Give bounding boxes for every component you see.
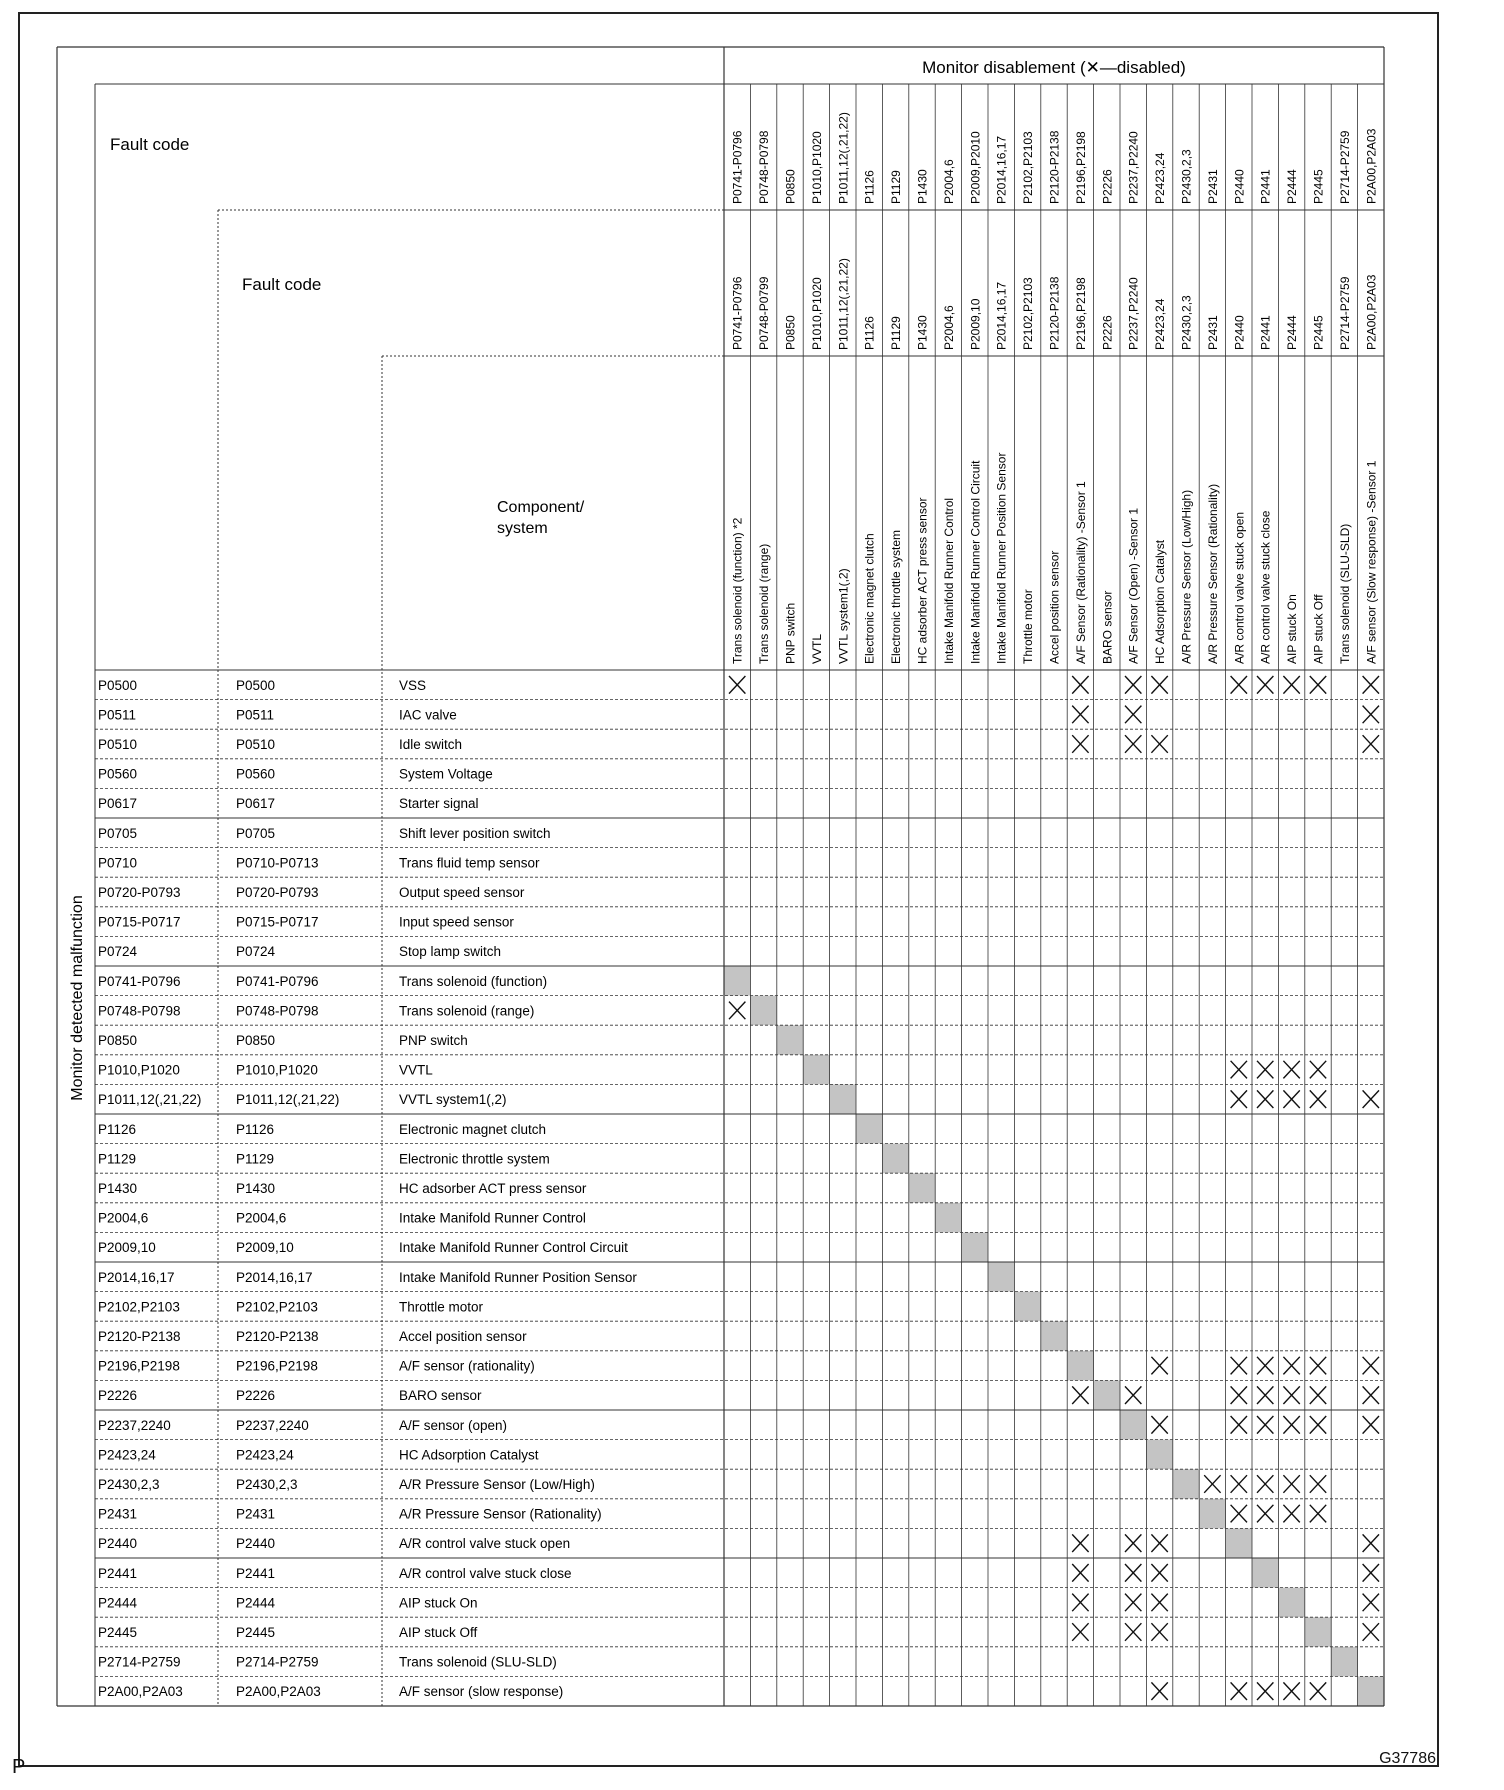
column-component-label: VVTL bbox=[809, 633, 824, 664]
shaded-cell bbox=[1094, 1380, 1120, 1410]
row-component: Intake Manifold Runner Position Sensor bbox=[399, 1269, 637, 1285]
column-code-top: P2440 bbox=[1232, 169, 1247, 204]
row-fault-code-2: P2009,10 bbox=[236, 1240, 294, 1256]
row-fault-code-1: P0511 bbox=[98, 707, 137, 723]
row-fault-code-2: P2440 bbox=[236, 1536, 276, 1552]
row-fault-code-1: P0510 bbox=[98, 737, 138, 752]
row-component: A/R control valve stuck open bbox=[399, 1536, 571, 1552]
row-component: A/R Pressure Sensor (Low/High) bbox=[399, 1477, 595, 1492]
row-fault-code-1: P1010,P1020 bbox=[98, 1062, 180, 1078]
row-fault-code-2: P2445 bbox=[236, 1625, 276, 1640]
row-fault-code-1: P0724 bbox=[98, 944, 138, 960]
row-component: PNP switch bbox=[399, 1033, 468, 1048]
column-code-top: P1129 bbox=[889, 170, 904, 204]
row-fault-code-1: P1129 bbox=[98, 1151, 137, 1167]
column-code-top: P2009,P2010 bbox=[968, 131, 983, 204]
shaded-cell bbox=[1146, 1440, 1172, 1470]
column-component-label: AIP stuck On bbox=[1285, 594, 1300, 664]
column-component-label: A/R control valve stuck open bbox=[1232, 511, 1247, 664]
row-fault-code-2: P2120-P2138 bbox=[236, 1329, 319, 1344]
shaded-cell bbox=[830, 1084, 856, 1114]
column-code-top: P2445 bbox=[1311, 169, 1326, 204]
column-code-top: P2444 bbox=[1285, 169, 1300, 204]
row-fault-code-2: P0724 bbox=[236, 944, 276, 960]
row-fault-code-2: P0748-P0798 bbox=[236, 1003, 319, 1019]
row-component: Idle switch bbox=[399, 737, 463, 752]
row-component: VSS bbox=[399, 677, 427, 693]
column-code-mid: P2445 bbox=[1311, 315, 1326, 350]
shaded-cell bbox=[1014, 1292, 1040, 1322]
column-code-top: P2196,P2198 bbox=[1073, 131, 1088, 204]
row-fault-code-1: P2440 bbox=[98, 1536, 138, 1552]
column-component-label: A/R Pressure Sensor (Low/High) bbox=[1179, 489, 1194, 664]
fault-code-header-1: Fault code bbox=[110, 135, 190, 154]
column-code-mid: P0850 bbox=[783, 315, 798, 350]
row-fault-code-2: P2423,24 bbox=[236, 1447, 294, 1463]
row-fault-code-1: P2004,6 bbox=[98, 1210, 149, 1226]
row-fault-code-2: P0705 bbox=[236, 825, 276, 841]
column-component-label: Electronic throttle system bbox=[889, 529, 904, 664]
column-code-top: P0850 bbox=[783, 169, 798, 204]
row-fault-code-1: P1011,12(,21,22) bbox=[98, 1092, 202, 1108]
side-label-monitor-detected: Monitor detected malfunction bbox=[69, 895, 86, 1101]
row-component: BARO sensor bbox=[399, 1388, 482, 1404]
row-component: Accel position sensor bbox=[399, 1329, 527, 1344]
row-fault-code-1: P0617 bbox=[98, 796, 138, 812]
row-fault-code-2: P0715-P0717 bbox=[236, 914, 319, 930]
column-code-mid: P1126 bbox=[862, 316, 877, 350]
column-code-top: P2120-P2138 bbox=[1047, 130, 1062, 204]
row-fault-code-1: P0741-P0796 bbox=[98, 973, 181, 989]
shaded-cell bbox=[882, 1144, 908, 1174]
row-component: Output speed sensor bbox=[399, 885, 525, 900]
row-component: Starter signal bbox=[399, 796, 479, 812]
row-fault-code-2: P1430 bbox=[236, 1181, 276, 1196]
column-code-top: P2237,P2240 bbox=[1126, 131, 1141, 204]
column-code-top: P0748-P0798 bbox=[757, 130, 772, 204]
row-fault-code-1: P1430 bbox=[98, 1181, 138, 1196]
row-fault-code-1: P2441 bbox=[98, 1565, 138, 1581]
row-fault-code-1: P2196,P2198 bbox=[98, 1358, 180, 1374]
row-fault-code-2: P1010,P1020 bbox=[236, 1062, 318, 1078]
shaded-cell bbox=[1278, 1588, 1304, 1618]
column-component-label: BARO sensor bbox=[1100, 590, 1115, 664]
column-code-mid: P1129 bbox=[889, 316, 904, 350]
row-component: Trans solenoid (function) bbox=[399, 973, 548, 989]
row-fault-code-2: P2444 bbox=[236, 1595, 276, 1611]
row-component: VVTL bbox=[399, 1062, 433, 1078]
component-system-header: Component/ bbox=[497, 499, 585, 516]
column-code-top: P2014,16,17 bbox=[994, 135, 1009, 204]
row-component: Trans solenoid (SLU-SLD) bbox=[399, 1654, 557, 1670]
column-code-top: P0741-P0796 bbox=[730, 130, 745, 204]
row-fault-code-1: P2102,P2103 bbox=[98, 1299, 180, 1315]
row-fault-code-2: P2441 bbox=[236, 1565, 276, 1581]
row-fault-code-1: P2A00,P2A03 bbox=[98, 1684, 183, 1700]
column-component-label: AIP stuck Off bbox=[1311, 594, 1326, 664]
column-component-label: A/F Sensor (Open) -Sensor 1 bbox=[1126, 507, 1141, 664]
column-code-mid: P2004,6 bbox=[941, 305, 956, 350]
row-fault-code-2: P2004,6 bbox=[236, 1210, 287, 1226]
column-code-mid: P1011,12(,21,22) bbox=[836, 258, 851, 350]
column-code-top: P2423,24 bbox=[1153, 152, 1168, 204]
row-fault-code-2: P0617 bbox=[236, 796, 276, 812]
row-fault-code-1: P2431 bbox=[98, 1506, 138, 1522]
column-component-label: Throttle motor bbox=[1021, 589, 1036, 664]
shaded-cell bbox=[856, 1114, 882, 1144]
shaded-cell bbox=[1252, 1558, 1278, 1588]
shaded-cell bbox=[988, 1262, 1014, 1292]
row-component: AIP stuck On bbox=[399, 1595, 478, 1611]
row-component: A/F sensor (slow response) bbox=[399, 1684, 564, 1700]
column-component-label: Accel position sensor bbox=[1047, 550, 1062, 664]
row-component: Electronic throttle system bbox=[399, 1151, 550, 1167]
row-fault-code-2: P0510 bbox=[236, 737, 276, 752]
column-code-mid: P1430 bbox=[915, 315, 930, 350]
row-fault-code-2: P0720-P0793 bbox=[236, 885, 319, 900]
row-fault-code-1: P0715-P0717 bbox=[98, 914, 181, 930]
column-code-top: P2430,2,3 bbox=[1179, 149, 1194, 204]
row-fault-code-2: P1129 bbox=[236, 1151, 275, 1167]
shaded-cell bbox=[1041, 1321, 1067, 1351]
column-code-top: P2102,P2103 bbox=[1021, 131, 1036, 204]
column-code-mid: P1010,P1020 bbox=[809, 277, 824, 350]
row-component: A/R control valve stuck close bbox=[399, 1565, 572, 1581]
column-component-label: Trans solenoid (range) bbox=[757, 543, 772, 664]
row-fault-code-2: P2430,2,3 bbox=[236, 1477, 298, 1492]
column-code-top: P1126 bbox=[862, 170, 877, 204]
row-component: Shift lever position switch bbox=[399, 825, 551, 841]
column-code-mid: P2431 bbox=[1205, 315, 1220, 350]
row-component: Trans solenoid (range) bbox=[399, 1003, 535, 1019]
column-component-label: A/F sensor (Slow response) -Sensor 1 bbox=[1364, 460, 1379, 664]
column-code-top: P1011,12(,21,22) bbox=[836, 112, 851, 204]
row-fault-code-2: P2102,P2103 bbox=[236, 1299, 318, 1315]
shaded-cell bbox=[935, 1203, 961, 1233]
fault-code-header-2: Fault code bbox=[242, 275, 322, 294]
row-fault-code-1: P2445 bbox=[98, 1625, 138, 1640]
shaded-cell bbox=[1358, 1676, 1384, 1706]
column-code-top: P1010,P1020 bbox=[809, 131, 824, 204]
row-component: IAC valve bbox=[399, 707, 457, 723]
column-component-label: Intake Manifold Runner Control bbox=[941, 497, 956, 664]
column-code-top: P2226 bbox=[1100, 169, 1115, 204]
row-fault-code-2: P1126 bbox=[236, 1121, 275, 1137]
row-component: A/F sensor (rationality) bbox=[399, 1358, 535, 1374]
shaded-cell bbox=[1331, 1647, 1357, 1677]
row-fault-code-1: P0560 bbox=[98, 766, 138, 782]
row-fault-code-2: P0500 bbox=[236, 677, 276, 693]
row-fault-code-1: P0705 bbox=[98, 825, 138, 841]
column-code-mid: P2196,P2198 bbox=[1073, 277, 1088, 350]
row-fault-code-1: P2714-P2759 bbox=[98, 1654, 181, 1670]
row-fault-code-2: P0560 bbox=[236, 766, 276, 782]
monitor-disablement-title: Monitor disablement (✕—disabled) bbox=[922, 58, 1186, 77]
column-code-top: P1430 bbox=[915, 169, 930, 204]
shaded-cell bbox=[909, 1173, 935, 1203]
column-component-label: HC Adsorption Catalyst bbox=[1153, 539, 1168, 664]
row-component: Throttle motor bbox=[399, 1299, 484, 1315]
column-component-label: A/R Pressure Sensor (Rationality) bbox=[1205, 483, 1220, 664]
column-component-label: A/R control valve stuck close bbox=[1258, 510, 1273, 664]
column-component-label: Trans solenoid (function) *2 bbox=[730, 517, 745, 664]
row-fault-code-1: P2444 bbox=[98, 1595, 138, 1611]
column-code-top: P2004,6 bbox=[941, 159, 956, 204]
row-component: Input speed sensor bbox=[399, 914, 514, 930]
row-component: HC adsorber ACT press sensor bbox=[399, 1181, 587, 1196]
component-system-header: system bbox=[497, 520, 548, 537]
column-code-top: P2A00,P2A03 bbox=[1364, 128, 1379, 204]
column-code-mid: P2714-P2759 bbox=[1337, 276, 1352, 350]
column-code-mid: P2444 bbox=[1285, 315, 1300, 350]
column-code-top: P2441 bbox=[1258, 169, 1273, 204]
row-fault-code-2: P2714-P2759 bbox=[236, 1654, 319, 1670]
row-fault-code-1: P2237,2240 bbox=[98, 1417, 171, 1433]
row-fault-code-2: P1011,12(,21,22) bbox=[236, 1092, 340, 1108]
shaded-cell bbox=[724, 966, 750, 996]
row-fault-code-1: P1126 bbox=[98, 1121, 137, 1137]
shaded-cell bbox=[750, 996, 776, 1026]
shaded-cell bbox=[803, 1055, 829, 1085]
column-component-label: HC adsorber ACT press sensor bbox=[915, 497, 930, 664]
column-component-label: A/F Sensor (Rationality) -Sensor 1 bbox=[1073, 481, 1088, 664]
row-fault-code-1: P2009,10 bbox=[98, 1240, 156, 1256]
column-component-label: Electronic magnet clutch bbox=[862, 533, 877, 664]
corner-letter: P bbox=[12, 1756, 26, 1778]
row-component: Electronic magnet clutch bbox=[399, 1121, 547, 1137]
column-code-mid: P2102,P2103 bbox=[1021, 277, 1036, 350]
row-fault-code-2: P0741-P0796 bbox=[236, 973, 319, 989]
column-code-mid: P2441 bbox=[1258, 315, 1273, 350]
column-code-mid: P2430,2,3 bbox=[1179, 295, 1194, 350]
row-component: Trans fluid temp sensor bbox=[399, 855, 540, 871]
row-component: System Voltage bbox=[399, 766, 493, 782]
row-component: Intake Manifold Runner Control Circuit bbox=[399, 1240, 628, 1256]
column-code-mid: P0741-P0796 bbox=[730, 276, 745, 350]
row-fault-code-2: P2014,16,17 bbox=[236, 1269, 313, 1285]
row-fault-code-1: P2014,16,17 bbox=[98, 1269, 175, 1285]
shaded-cell bbox=[1199, 1499, 1225, 1529]
row-fault-code-2: P2196,P2198 bbox=[236, 1358, 318, 1374]
row-component: A/R Pressure Sensor (Rationality) bbox=[399, 1506, 602, 1522]
row-fault-code-2: P0710-P0713 bbox=[236, 855, 319, 871]
column-code-mid: P2120-P2138 bbox=[1047, 276, 1062, 350]
shaded-cell bbox=[1226, 1528, 1252, 1558]
column-component-label: Trans solenoid (SLU-SLD) bbox=[1337, 523, 1352, 664]
figure-id: G37786 bbox=[1379, 1750, 1436, 1767]
row-fault-code-1: P2423,24 bbox=[98, 1447, 156, 1463]
column-code-top: P2714-P2759 bbox=[1337, 130, 1352, 204]
row-fault-code-1: P0720-P0793 bbox=[98, 885, 181, 900]
column-code-mid: P2226 bbox=[1100, 315, 1115, 350]
column-code-mid: P2440 bbox=[1232, 315, 1247, 350]
row-fault-code-2: P2431 bbox=[236, 1506, 276, 1522]
shaded-cell bbox=[1305, 1617, 1331, 1647]
row-fault-code-1: P0748-P0798 bbox=[98, 1003, 181, 1019]
column-code-mid: P2A00,P2A03 bbox=[1364, 274, 1379, 350]
row-component: Stop lamp switch bbox=[399, 944, 502, 960]
row-fault-code-2: P0850 bbox=[236, 1033, 276, 1048]
row-fault-code-2: P2237,2240 bbox=[236, 1417, 309, 1433]
column-component-label: Intake Manifold Runner Position Sensor bbox=[994, 452, 1009, 664]
row-fault-code-2: P2226 bbox=[236, 1388, 276, 1404]
column-code-mid: P2237,P2240 bbox=[1126, 277, 1141, 350]
row-fault-code-1: P0850 bbox=[98, 1033, 138, 1048]
column-code-mid: P2423,24 bbox=[1153, 298, 1168, 350]
row-fault-code-1: P2226 bbox=[98, 1388, 138, 1404]
row-fault-code-1: P2120-P2138 bbox=[98, 1329, 181, 1344]
row-fault-code-2: P2A00,P2A03 bbox=[236, 1684, 321, 1700]
column-code-mid: P2014,16,17 bbox=[994, 281, 1009, 350]
column-component-label: VVTL system1(,2) bbox=[836, 568, 851, 664]
column-component-label: Intake Manifold Runner Control Circuit bbox=[968, 460, 983, 664]
column-component-label: PNP switch bbox=[783, 602, 798, 664]
shaded-cell bbox=[1067, 1351, 1093, 1381]
row-fault-code-2: P0511 bbox=[236, 707, 275, 723]
row-component: A/F sensor (open) bbox=[399, 1417, 508, 1433]
column-code-mid: P0748-P0799 bbox=[757, 276, 772, 350]
shaded-cell bbox=[777, 1025, 803, 1055]
column-code-mid: P2009,10 bbox=[968, 298, 983, 350]
row-fault-code-1: P0500 bbox=[98, 677, 138, 693]
shaded-cell bbox=[1120, 1410, 1146, 1440]
row-component: AIP stuck Off bbox=[399, 1625, 478, 1640]
row-component: Intake Manifold Runner Control bbox=[399, 1210, 586, 1226]
row-fault-code-1: P2430,2,3 bbox=[98, 1477, 160, 1492]
column-code-top: P2431 bbox=[1205, 169, 1220, 204]
row-component: VVTL system1(,2) bbox=[399, 1092, 507, 1108]
row-fault-code-1: P0710 bbox=[98, 855, 138, 871]
row-component: HC Adsorption Catalyst bbox=[399, 1447, 539, 1463]
shaded-cell bbox=[1173, 1469, 1199, 1499]
shaded-cell bbox=[962, 1232, 988, 1262]
